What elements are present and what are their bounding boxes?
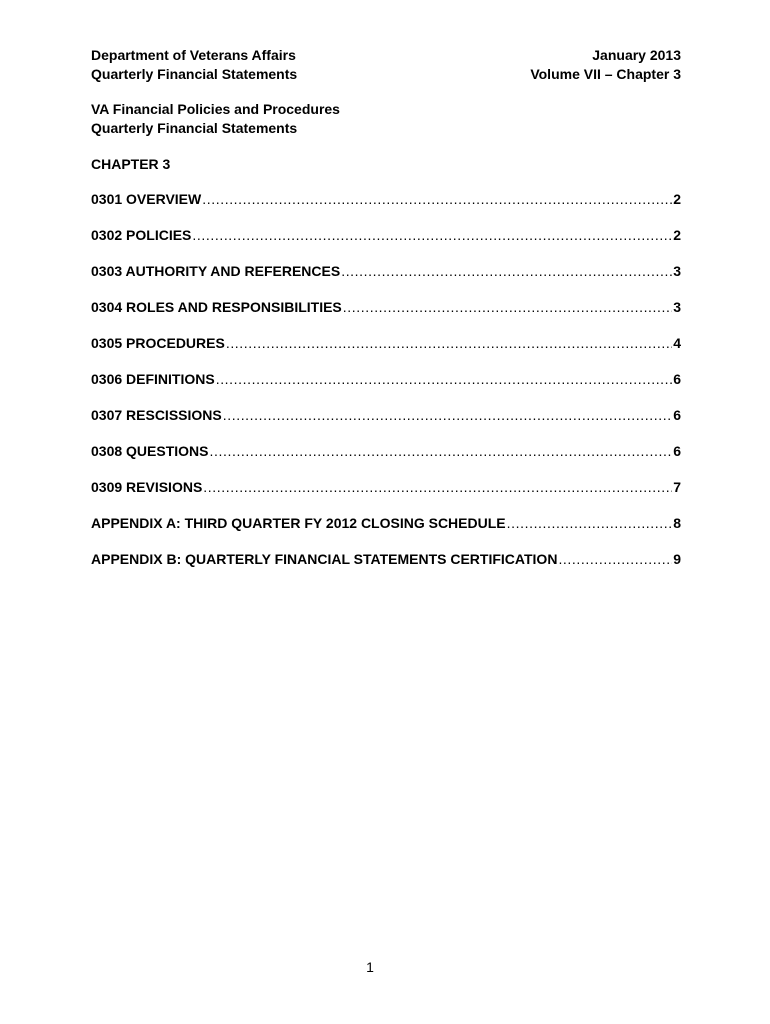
toc-entry-page: 7 [673, 479, 681, 495]
toc-entry-page: 9 [673, 551, 681, 567]
toc-dot-leader [216, 370, 673, 389]
toc-entry-label: 0302 POLICIES [91, 227, 192, 243]
toc-entry[interactable] [91, 226, 681, 245]
title-line-2: Quarterly Financial Statements [91, 120, 298, 136]
header-date: January 2013 [592, 47, 681, 63]
toc-entry-page: 3 [673, 299, 681, 315]
toc-entry-label: 0306 DEFINITIONS [91, 371, 215, 387]
toc-dot-leader [341, 262, 672, 281]
toc-entry-label: 0308 QUESTIONS [91, 443, 209, 459]
title-line-1: VA Financial Policies and Procedures [91, 101, 340, 117]
toc-entry-page: 3 [673, 263, 681, 279]
toc-entry-page: 8 [673, 515, 681, 531]
toc-dot-leader [192, 226, 672, 245]
toc-dot-leader [210, 442, 673, 461]
toc-entry[interactable] [91, 190, 681, 209]
toc-entry-label: 0309 REVISIONS [91, 479, 203, 495]
toc-entry[interactable] [91, 514, 681, 533]
toc-entry-page: 6 [673, 407, 681, 423]
toc-dot-leader [202, 190, 672, 209]
toc-entry-page: 2 [673, 227, 681, 243]
toc-entry-page: 6 [673, 443, 681, 459]
toc-entry[interactable] [91, 262, 681, 281]
header-right [530, 46, 681, 84]
toc-dot-leader [507, 514, 673, 533]
document-title [91, 100, 340, 138]
toc-entry[interactable] [91, 478, 681, 497]
page-header [91, 46, 681, 84]
toc-entry-label: APPENDIX B: QUARTERLY FINANCIAL STATEMENTS CERTIFICATION [91, 551, 558, 567]
header-document-type: Quarterly Financial Statements [91, 66, 298, 82]
toc-entry[interactable] [91, 406, 681, 425]
toc-dot-leader [558, 550, 672, 569]
header-department: Department of Veterans Affairs [91, 47, 296, 63]
header-volume-chapter: Volume VII – Chapter 3 [530, 66, 681, 82]
toc-entry-label: 0305 PROCEDURES [91, 335, 225, 351]
toc-entry[interactable] [91, 442, 681, 461]
chapter-heading: CHAPTER 3 [91, 156, 171, 172]
table-of-contents [91, 190, 681, 586]
toc-entry-label: 0301 OVERVIEW [91, 191, 202, 207]
toc-entry[interactable] [91, 334, 681, 353]
toc-entry[interactable] [91, 298, 681, 317]
toc-dot-leader [226, 334, 672, 353]
toc-entry-page: 6 [673, 371, 681, 387]
toc-dot-leader [223, 406, 672, 425]
header-left [91, 46, 297, 84]
toc-dot-leader [203, 478, 672, 497]
toc-entry-label: 0304 ROLES AND RESPONSIBILITIES [91, 299, 342, 315]
toc-entry[interactable] [91, 370, 681, 389]
toc-entry-label: 0303 AUTHORITY AND REFERENCES [91, 263, 341, 279]
toc-entry[interactable] [91, 550, 681, 569]
page-number: 1 [366, 959, 374, 975]
toc-entry-page: 2 [673, 191, 681, 207]
toc-entry-page: 4 [673, 335, 681, 351]
toc-entry-label: APPENDIX A: THIRD QUARTER FY 2012 CLOSING SCHEDULE [91, 515, 506, 531]
toc-entry-label: 0307 RESCISSIONS [91, 407, 222, 423]
toc-dot-leader [343, 298, 672, 317]
